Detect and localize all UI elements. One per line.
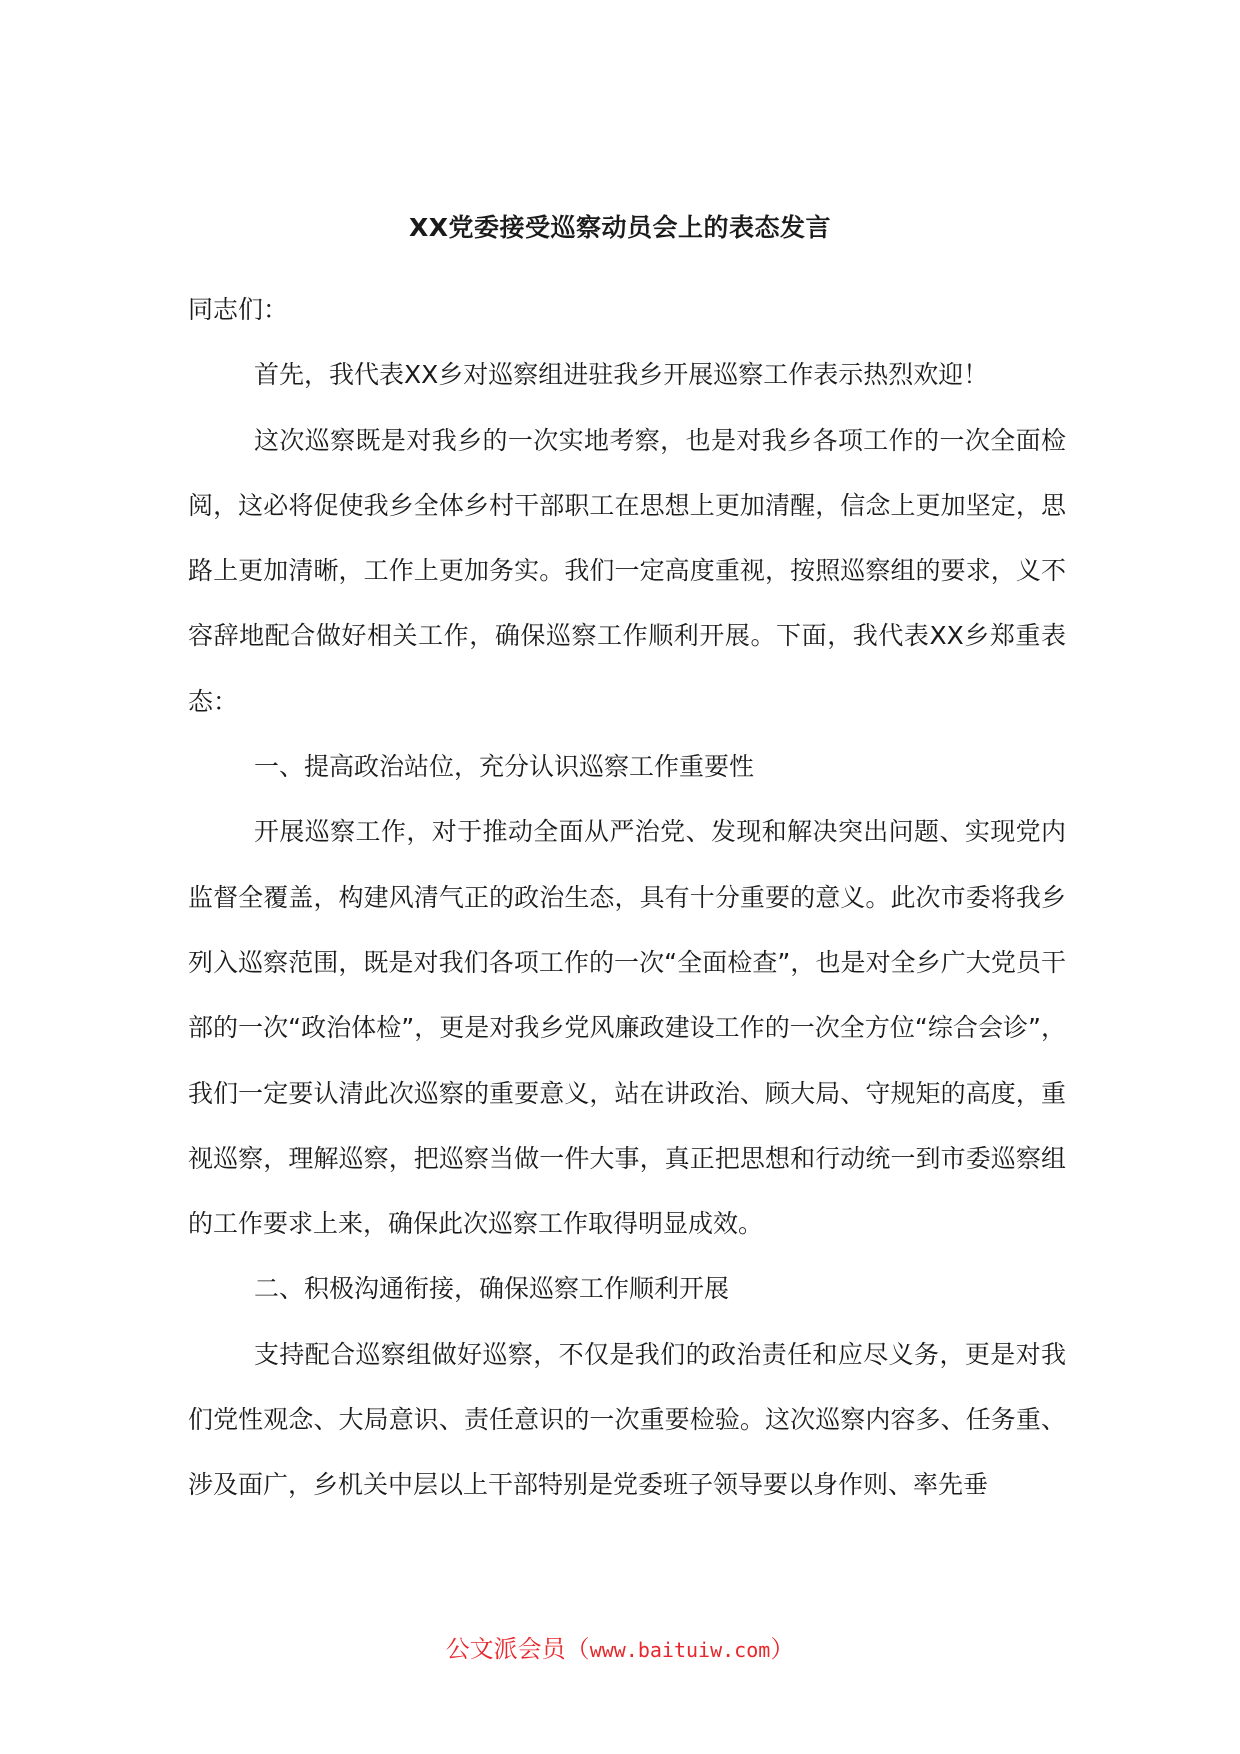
section-heading-1: 一、提高政治站位，充分认识巡察工作重要性 [254,752,755,782]
document-body [188,277,1066,1518]
footer-watermark [0,1631,1240,1668]
footer-url: www.baituiw.com [589,1638,771,1662]
section-heading-2: 二、积极沟通衔接，确保巡察工作顺利开展 [254,1274,730,1304]
paragraph-intro: 这次巡察既是对我乡的一次实地考察，也是对我乡各项工作的一次全面检阅，这必将促使我乡全体乡村干部职工在思想上更加清醒，信念上更加坚定，思路上更加清晰，工作上更加务实。我们一定高度重视，按照巡察组的要求，义不容辞地配合做好相关工作，确保巡察工作顺利开展。下面，我代表XX乡郑重表态： [188,425,1066,716]
paragraph-welcome: 首先，我代表XX乡对巡察组进驻我乡开展巡察工作表示热烈欢迎！ [254,360,989,390]
document-title: XX党委接受巡察动员会上的表态发言 [408,213,832,242]
footer-brand: 公文派会员（ [445,1635,590,1663]
paragraph-section-1: 开展巡察工作，对于推动全面从严治党、发现和解决突出问题、实现党内监督全覆盖，构建风清气正的政治生态，具有十分重要的意义。此次市委将我乡列入巡察范围，既是对我们各项工作的一次“全面检查”，也是对全乡广大党员干部的一次“政治体检”，更是对我乡党风廉政建设工作的一次全方位“综合会诊”，我们一定要认清此次巡察的重要意义，站在讲政治、顾大局、守规矩的高度，重视巡察，理解巡察，把巡察当做一件大事，真正把思想和行动统一到市委巡察组的工作要求上来，确保此次巡察工作取得明显成效。 [188,817,1066,1239]
salutation: 同志们： [188,295,289,324]
footer-close: ） [770,1635,795,1663]
paragraph-section-2: 支持配合巡察组做好巡察，不仅是我们的政治责任和应尽义务，更是对我们党性观念、大局意识、责任意识的一次重要检验。这次巡察内容多、任务重、涉及面广，乡机关中层以上干部特别是党委班子领导要以身作则、率先垂 [188,1339,1066,1500]
